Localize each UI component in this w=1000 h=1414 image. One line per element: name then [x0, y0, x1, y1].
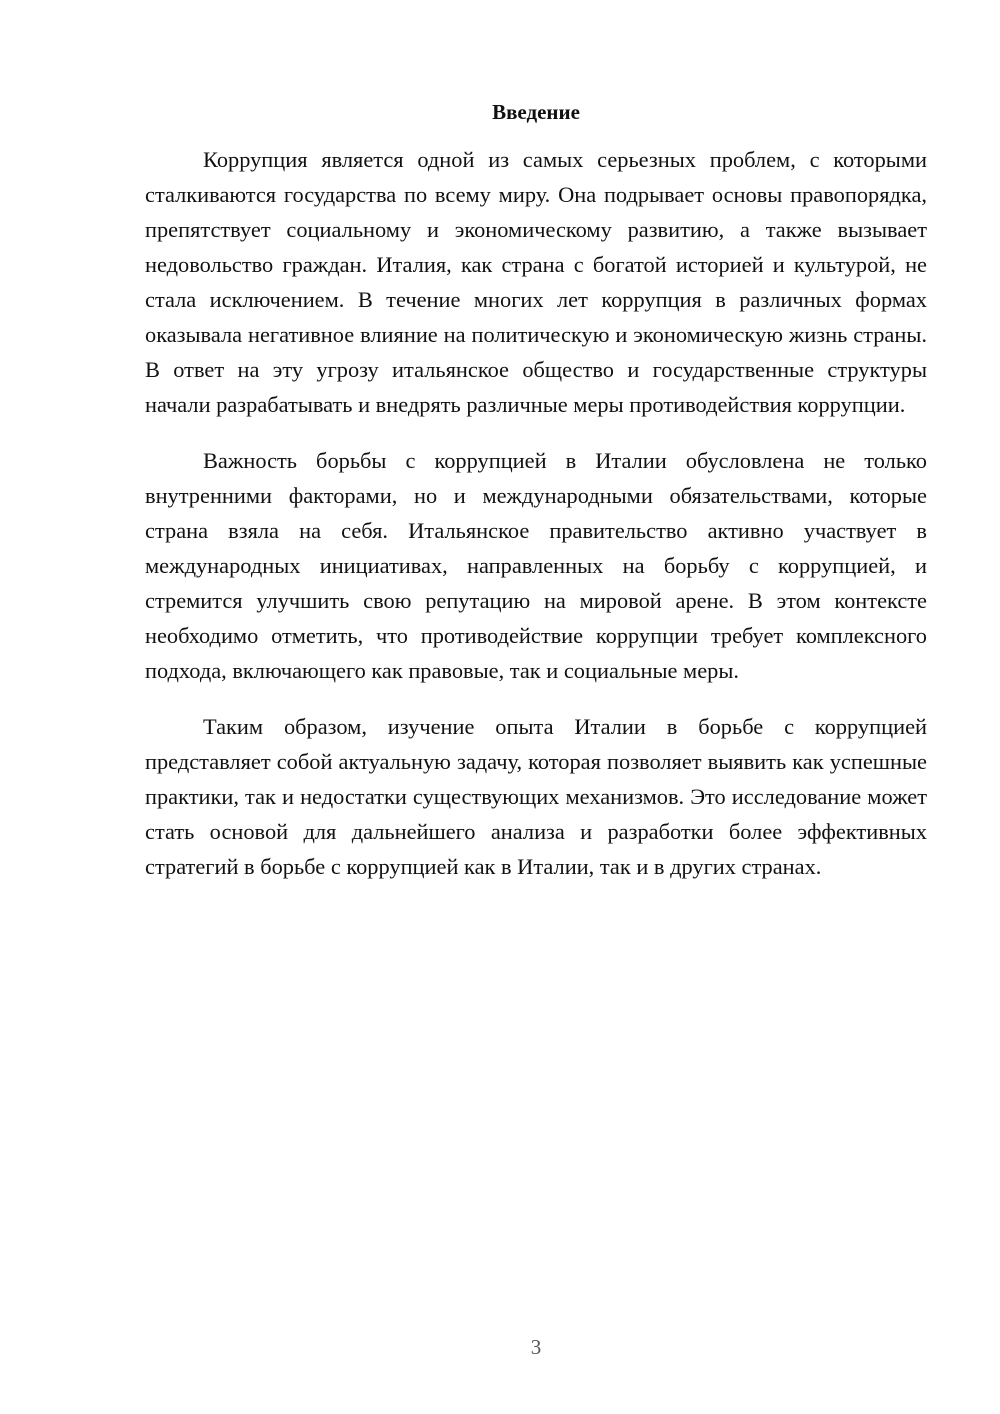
page-title: Введение — [492, 100, 580, 124]
page-number: 3 — [530, 1335, 542, 1359]
paragraph-3: Таким образом, изучение опыта Италии в борьбе с коррупцией представляет собой актуальную задачу, которая позволяет выявить как успешные практики, так и недостатки существующих механизмов. Это исследование может стать основой для дальнейшего анализа и разработки более эффективных стратегий в борьбе с коррупцией как в Италии, так и в других странах. — [145, 714, 927, 879]
paragraph-2: Важность борьбы с коррупцией в Италии обусловлена не только внутренними факторами, но и международными обязательствами, которые страна взяла на себя. Итальянское правительство активно участвует в международных инициативах, направленных на борьбу с коррупцией, и стремится улучшить свою репутацию на мировой арене. В этом контексте необходимо отметить, что противодействие коррупции требует комплексного подхода, включающего как правовые, так и социальные меры. — [145, 448, 927, 683]
body-text — [145, 142, 927, 905]
paragraph-1: Коррупция является одной из самых серьезных проблем, с которыми сталкиваются государства по всему миру. Она подрывает основы правопорядка, препятствует социальному и экономическому развитию, а также вызывает недовольство граждан. Италия, как страна с богатой историей и культурой, не стала исключением. В течение многих лет коррупция в различных формах оказывала негативное влияние на политическую и экономическую жизнь страны. В ответ на эту угрозу итальянское общество и государственные структуры начали разрабатывать и внедрять различные меры противодействия коррупции. — [145, 147, 927, 417]
